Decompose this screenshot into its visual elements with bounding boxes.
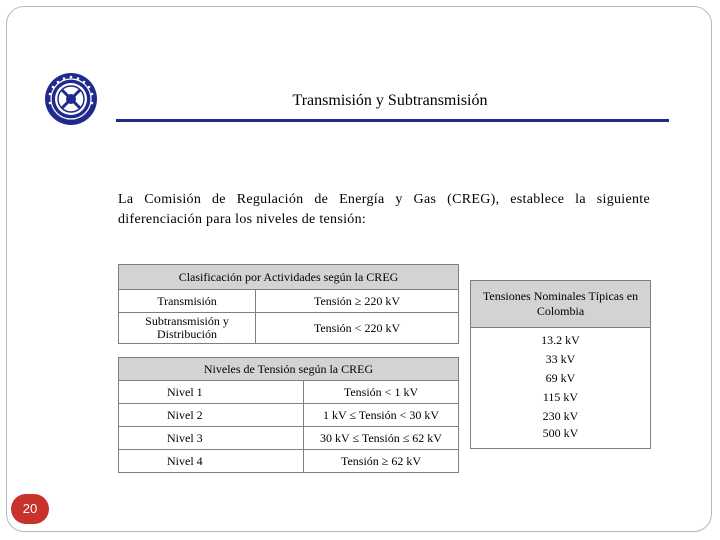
nominal-value: 69 kV [471,369,651,388]
intro-paragraph: La Comisión de Regulación de Energía y Gas (CREG), establece la siguiente diferenciación para los niveles de tensión: [118,192,650,227]
tension-cell: 1 kV ≤ Tensión < 30 kV [304,404,459,427]
table-row [119,290,459,313]
nominal-value: 230 kV [471,407,651,426]
table-row [471,426,651,449]
tension-cell: Tensión < 220 kV [256,313,459,344]
level-cell: Nivel 2 [119,404,304,427]
tension-cell: Tensión < 1 kV [304,381,459,404]
activities-table [118,264,459,344]
tension-cell: Tensión ≥ 220 kV [256,290,459,313]
nominal-tensions-header: Tensiones Nominales Típicas en Colombia [471,281,651,328]
table-row [119,404,459,427]
table-row [471,350,651,369]
title-underline [116,119,669,122]
university-seal-icon [44,72,98,126]
nominal-value: 500 kV [471,426,651,449]
table-row [471,369,651,388]
level-cell: Nivel 3 [119,427,304,450]
nominal-value: 33 kV [471,350,651,369]
activities-table-header: Clasificación por Actividades según la CREG [119,265,459,290]
table-row [119,427,459,450]
level-cell: Nivel 1 [119,381,304,404]
table-row [471,388,651,407]
table-row [119,450,459,473]
table-row [471,407,651,426]
table-row [119,313,459,344]
table-row [119,381,459,404]
level-cell: Nivel 4 [119,450,304,473]
activity-cell: Transmisión [119,290,256,313]
tension-cell: 30 kV ≤ Tensión ≤ 62 kV [304,427,459,450]
nominal-value: 115 kV [471,388,651,407]
slide-title: Transmisión y Subtransmisión [292,92,488,109]
levels-table-header: Niveles de Tensión según la CREG [119,358,459,381]
nominal-tensions-table [470,280,651,449]
levels-table [118,357,459,473]
tension-cell: Tensión ≥ 62 kV [304,450,459,473]
nominal-value: 13.2 kV [471,328,651,351]
activity-cell: Subtransmisión y Distribución [119,313,256,344]
table-row [471,328,651,351]
page-number-badge: 20 [11,494,49,524]
